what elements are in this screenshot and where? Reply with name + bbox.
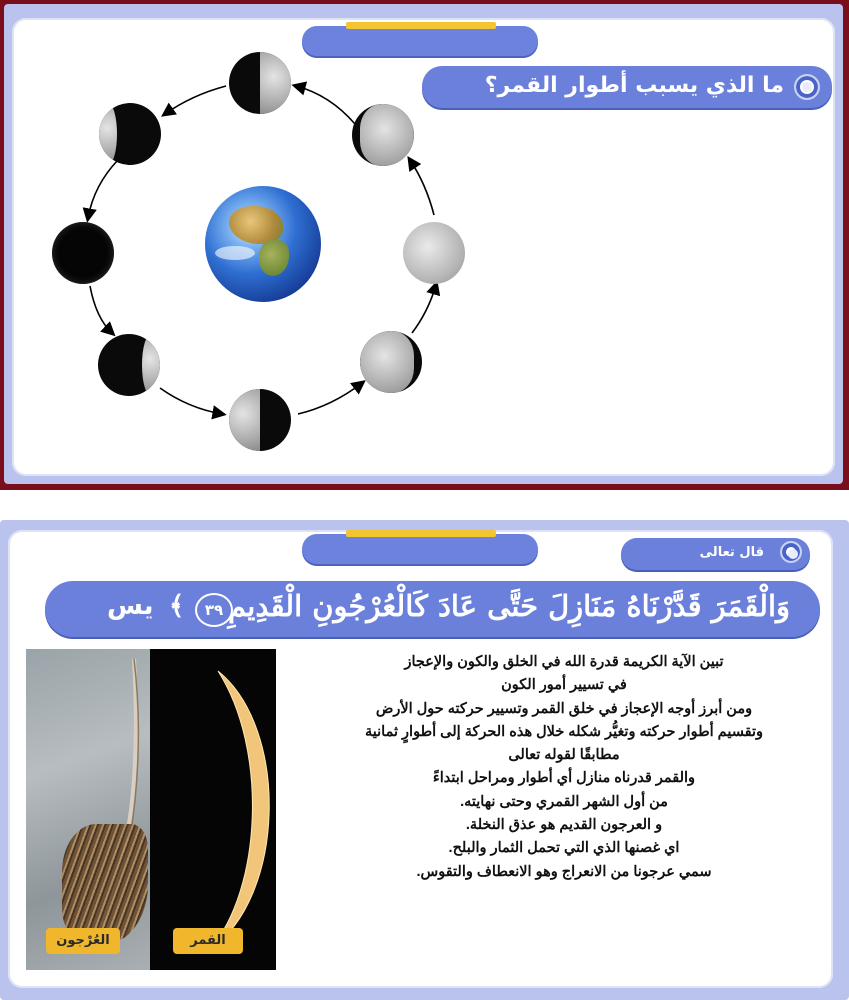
ayah-number: ٣٩ <box>195 593 233 627</box>
label-pill[interactable] <box>621 538 810 570</box>
urjoon-label: العُرْجون <box>46 928 120 954</box>
moon-new <box>52 222 114 284</box>
verse-text: وَالْقَمَرَ قَدَّرْنَاهُ مَنَازِلَ حَتَّى عَادَ كَالْعُرْجُونِ الْقَدِيمِ <box>227 589 790 623</box>
text-line: وتقسيم أطوار حركته وتغيُّر شكله خلال هذه الحركة إلى أطوارٍ ثمانية <box>365 723 763 740</box>
orbit-arrow <box>90 286 112 333</box>
orbit-arrow <box>88 160 118 218</box>
urjoon-photo <box>26 649 150 970</box>
explanation-text <box>284 651 844 884</box>
orbit-arrow <box>160 388 222 414</box>
bullet-icon <box>780 541 802 563</box>
moon-waxing-crescent <box>99 103 161 165</box>
moon-last-quarter <box>229 389 291 451</box>
moon-full <box>403 222 465 284</box>
orbit-arrow <box>412 285 436 333</box>
text-line: والقمر قدرناه منازل أي أطوار ومراحل ابتداءً <box>432 770 696 787</box>
text-line: ومن أبرز أوجه الإعجاز في خلق القمر وتسيير حركته حول الأرض <box>375 700 753 717</box>
text-line: و العرجون القديم هو عذق النخلة. <box>465 817 663 834</box>
moon-first-quarter <box>229 52 291 114</box>
moon-and-urjoon-photo <box>26 649 276 970</box>
orbit-arrow <box>165 86 226 114</box>
verse-banner <box>45 581 820 637</box>
text-line: تبين الآية الكريمة قدرة الله في الخلق والكون والإعجاز <box>404 654 724 670</box>
text-line: مطابقًا لقوله تعالى <box>508 747 620 764</box>
text-line: اي غصنها الذي التي تحمل الثمار والبلح. <box>448 840 680 857</box>
crescent-photo <box>150 649 276 970</box>
moon-waning-gibbous <box>360 331 422 393</box>
orbit-arrow <box>296 86 355 124</box>
surah-name: يس <box>107 591 154 621</box>
text-line: من أول الشهر القمري وحتى نهايته. <box>460 793 668 810</box>
orbit-arrow <box>410 160 434 215</box>
orbit-arrow <box>298 383 362 414</box>
text-line: في تسيير أمور الكون <box>501 677 627 694</box>
moon-label: القمر <box>173 928 243 954</box>
text-line: سمي عرجونا من الانعراج وهو الانعطاف والتقوس. <box>416 863 712 880</box>
header-tab[interactable] <box>302 534 538 564</box>
tab-accent <box>346 530 496 537</box>
verse-bracket: ﴾ <box>169 591 185 621</box>
moon-waning-crescent <box>98 334 160 396</box>
moon-waxing-gibbous <box>352 104 414 166</box>
earth-icon <box>205 186 321 302</box>
label-text: قال تعالى <box>699 545 764 560</box>
question-text: ما الذي يسبب أطوار القمر؟ <box>484 73 784 98</box>
